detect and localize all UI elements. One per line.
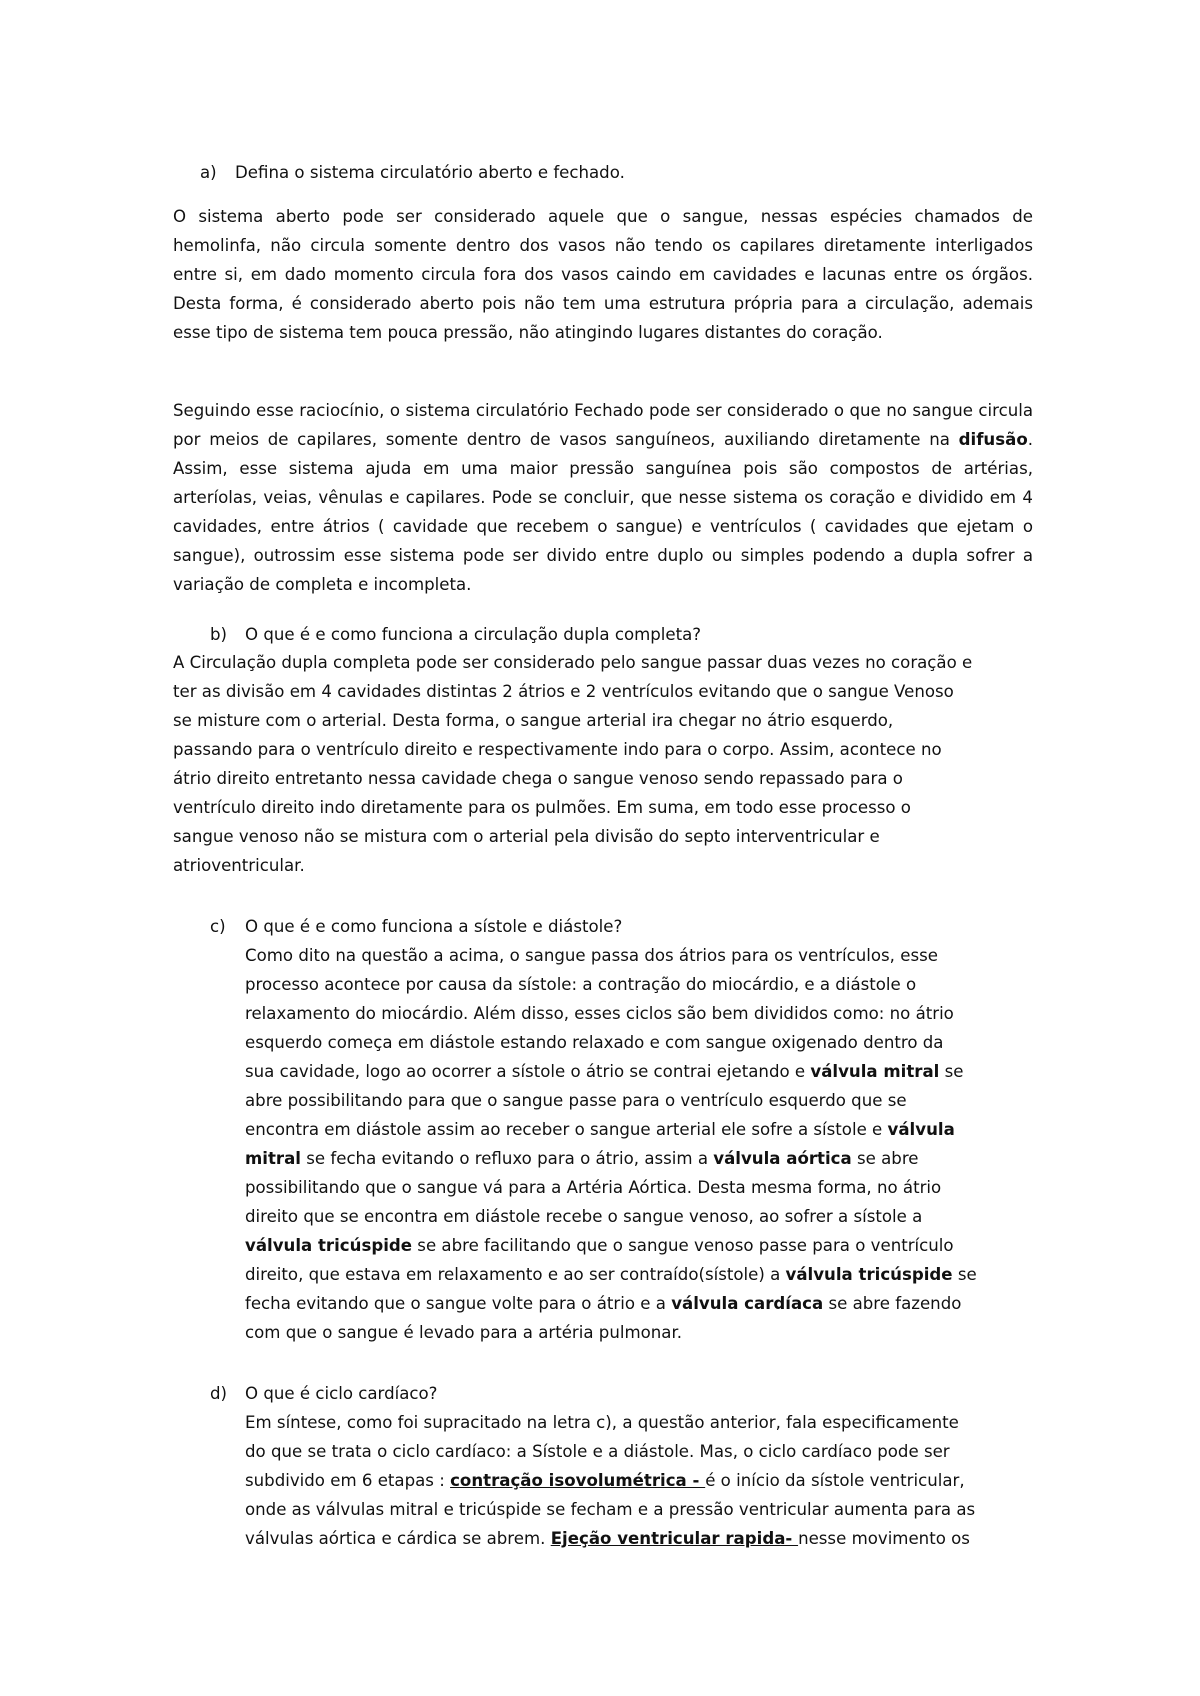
paragraph-double-circulation bbox=[173, 648, 972, 880]
para-c-line bbox=[245, 1260, 977, 1289]
question-c bbox=[210, 912, 622, 941]
text: se fecha evitando o refluxo para o átrio, assim a bbox=[300, 1149, 714, 1168]
text: se bbox=[939, 1062, 964, 1081]
para2-text-1: Seguindo esse raciocínio, o sistema circulatório Fechado pode ser considerado o que no sangue circula por meios de capilares, somente dentro de vasos sanguíneos, auxiliando diretamente na bbox=[173, 401, 1033, 449]
para-c-line: relaxamento do miocárdio. Além disso, esses ciclos são bem divididos como: no átrio bbox=[245, 1004, 954, 1023]
question-c-text: O que é e como funciona a sístole e diástole? bbox=[245, 917, 623, 936]
para-c-line: Como dito na questão a acima, o sangue passa dos átrios para os ventrículos, esse bbox=[245, 946, 938, 965]
text: sua cavidade, logo ao ocorrer a sístole o átrio se contrai ejetando e bbox=[245, 1062, 811, 1081]
bold-isovolumetric-contraction: contração isovolumétrica - bbox=[450, 1471, 706, 1490]
bold-valve: válvula bbox=[887, 1120, 955, 1139]
text: se abre facilitando que o sangue venoso passe para o ventrículo bbox=[412, 1236, 954, 1255]
para-d-line bbox=[245, 1466, 975, 1495]
para2-text-2: . Assim, esse sistema ajuda em uma maior pressão sanguínea pois são compostos de artérias, arteríolas, veias, vênulas e capilares. Pode se concluir, que nesse sistema os coração e dividido em 4 cavidades, entre átrios ( cavidade que recebem o sangue) e ventrículos ( cavidades que ejetam o sangue), outrossim esse sistema pode ser divido entre duplo ou simples podendo a dupla sofrer a variação de completa e incompleta. bbox=[173, 430, 1033, 594]
para-b-line: se misture com o arterial. Desta forma, o sangue arterial ira chegar no átrio esquerdo, bbox=[173, 711, 894, 730]
para-c-line bbox=[245, 1057, 977, 1086]
question-a bbox=[200, 158, 625, 187]
para-c-line: possibilitando que o sangue vá para a Artéria Aórtica. Desta mesma forma, no átrio bbox=[245, 1178, 942, 1197]
question-a-text: Defina o sistema circulatório aberto e fechado. bbox=[235, 163, 625, 182]
para-d-line: Em síntese, como foi supracitado na letra c), a questão anterior, fala especificamente bbox=[245, 1413, 959, 1432]
bold-tricuspid-valve: válvula tricúspide bbox=[785, 1265, 953, 1284]
para-c-line: abre possibilitando para que o sangue passe para o ventrículo esquerdo que se bbox=[245, 1091, 907, 1110]
para-b-line: átrio direito entretanto nessa cavidade chega o sangue venoso sendo repassado para o bbox=[173, 769, 903, 788]
text: nesse movimento os bbox=[798, 1529, 970, 1548]
para-b-line: A Circulação dupla completa pode ser considerado pelo sangue passar duas vezes no coração e bbox=[173, 653, 973, 672]
para-b-line: passando para o ventrículo direito e respectivamente indo para o corpo. Assim, acontece no bbox=[173, 740, 942, 759]
bold-mitral: mitral bbox=[245, 1149, 301, 1168]
paragraph-closed-system bbox=[173, 396, 1033, 599]
text: subdivido em 6 etapas : bbox=[245, 1471, 451, 1490]
text: encontra em diástole assim ao receber o sangue arterial ele sofre a sístole e bbox=[245, 1120, 888, 1139]
para-c-line: esquerdo começa em diástole estando relaxado e com sangue oxigenado dentro da bbox=[245, 1033, 944, 1052]
para-c-line bbox=[245, 1231, 977, 1260]
bold-tricuspid-valve: válvula tricúspide bbox=[245, 1236, 413, 1255]
para-b-line: sangue venoso não se mistura com o arterial pela divisão do septo interventricular e bbox=[173, 827, 880, 846]
para-c-line: processo acontece por causa da sístole: a contração do miocárdio, e a diástole o bbox=[245, 975, 917, 994]
bold-cardiac-valve: válvula cardíaca bbox=[671, 1294, 824, 1313]
question-d-text: O que é ciclo cardíaco? bbox=[245, 1384, 438, 1403]
question-d-label: d) bbox=[210, 1384, 228, 1403]
text: se bbox=[952, 1265, 977, 1284]
question-b-label: b) bbox=[210, 625, 228, 644]
text: válvulas aórtica e cárdica se abrem. bbox=[245, 1529, 551, 1548]
paragraph-cardiac-cycle bbox=[245, 1408, 975, 1553]
para-c-line bbox=[245, 1289, 977, 1318]
para-c-line bbox=[245, 1144, 977, 1173]
text: se abre bbox=[851, 1149, 919, 1168]
para-d-line bbox=[245, 1524, 975, 1553]
para-b-line: atrioventricular. bbox=[173, 856, 305, 875]
para-c-line: com que o sangue é levado para a artéria pulmonar. bbox=[245, 1323, 683, 1342]
question-c-label: c) bbox=[210, 917, 226, 936]
bold-rapid-ejection: Ejeção ventricular rapida- bbox=[550, 1529, 799, 1548]
para-b-line: ter as divisão em 4 cavidades distintas 2 átrios e 2 ventrículos evitando que o sangue Venoso bbox=[173, 682, 954, 701]
para-d-line: do que se trata o ciclo cardíaco: a Sístole e a diástole. Mas, o ciclo cardíaco pode ser bbox=[245, 1442, 950, 1461]
para-c-line: direito que se encontra em diástole recebe o sangue venoso, ao sofrer a sístole a bbox=[245, 1207, 923, 1226]
bold-aortic-valve: válvula aórtica bbox=[713, 1149, 852, 1168]
text: se abre fazendo bbox=[823, 1294, 962, 1313]
text: direito, que estava em relaxamento e ao ser contraído(sístole) a bbox=[245, 1265, 786, 1284]
para2-bold-diffusion: difusão bbox=[958, 430, 1028, 449]
question-d bbox=[210, 1379, 437, 1408]
question-b-text: O que é e como funciona a circulação dupla completa? bbox=[245, 625, 702, 644]
para-b-line: ventrículo direito indo diretamente para os pulmões. Em suma, em todo esse processo o bbox=[173, 798, 911, 817]
para-d-line: onde as válvulas mitral e tricúspide se fecham e a pressão ventricular aumenta para as bbox=[245, 1500, 976, 1519]
paragraph-open-system: O sistema aberto pode ser considerado aquele que o sangue, nessas espécies chamados de hemolinfa, não circula somente dentro dos vasos não tendo os capilares diretamente interligados entre si, em dado momento circula fora dos vasos caindo em cavidades e lacunas entre os órgãos. Desta forma, é considerado aberto pois não tem uma estrutura própria para a circulação, ademais esse tipo de sistema tem pouca pressão, não atingindo lugares distantes do coração. bbox=[173, 207, 1033, 342]
question-a-label: a) bbox=[200, 163, 217, 182]
text: é o início da sístole ventricular, bbox=[705, 1471, 965, 1490]
text: fecha evitando que o sangue volte para o átrio e a bbox=[245, 1294, 672, 1313]
question-b bbox=[210, 620, 701, 649]
paragraph-systole-diastole bbox=[245, 941, 977, 1347]
para-c-line bbox=[245, 1115, 977, 1144]
bold-mitral-valve: válvula mitral bbox=[810, 1062, 940, 1081]
